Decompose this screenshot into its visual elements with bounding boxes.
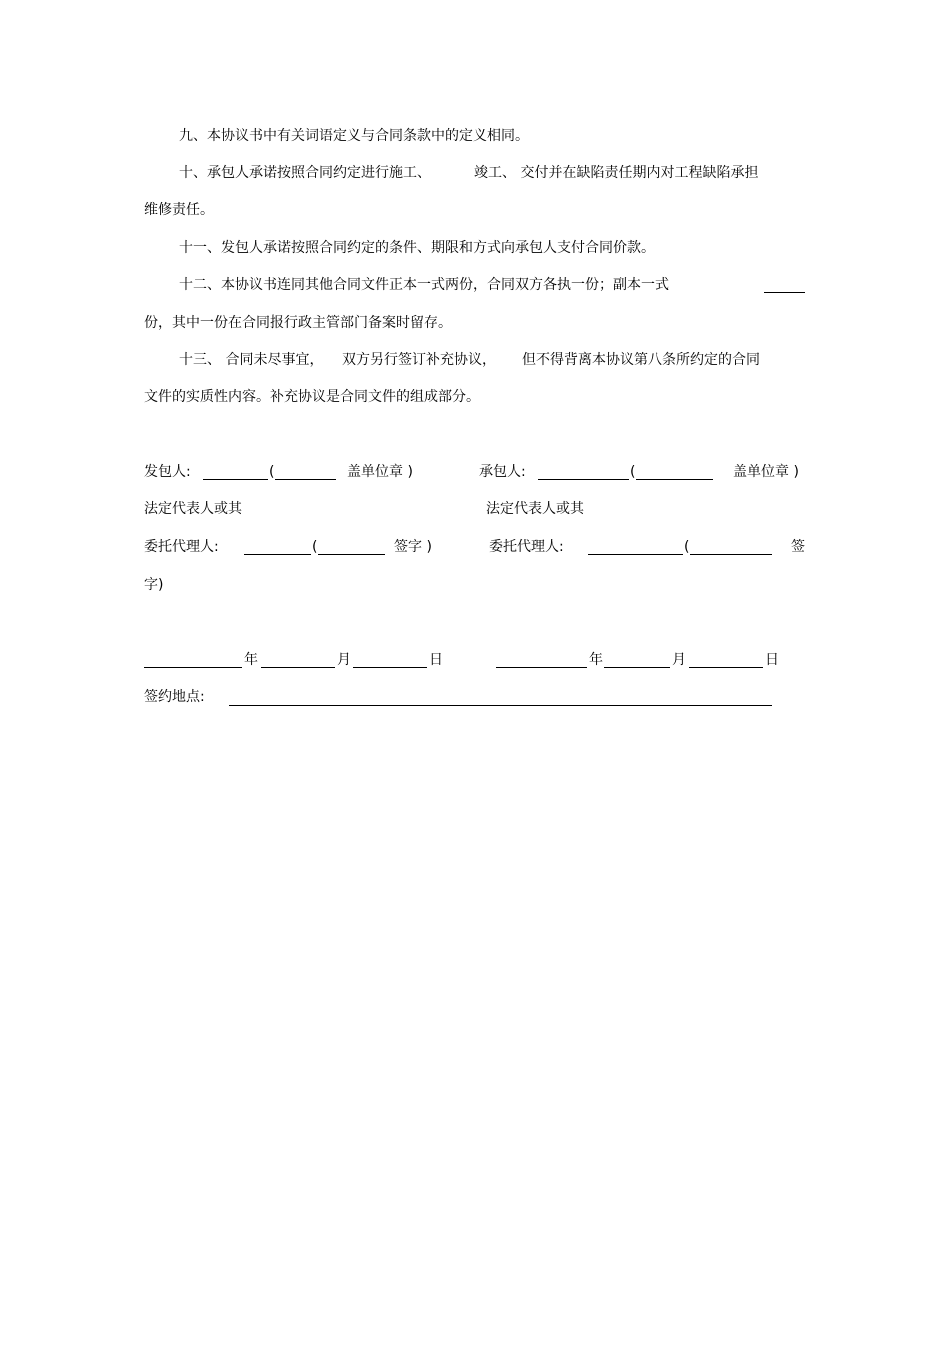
employer-sign-blank[interactable] (318, 554, 385, 555)
signing-place-blank[interactable] (229, 705, 772, 706)
contractor-label: 承包人: (479, 464, 526, 480)
clause-10-part-2: 竣工、 交付并在缺陷责任期内对工程缺陷承担 (474, 165, 759, 181)
contractor-legal-rep-label: 法定代表人或其 (486, 501, 584, 517)
contractor-day-label: 日 (765, 652, 779, 668)
contractor-seal-label: 盖单位章 ) (733, 464, 799, 480)
contractor-year-label: 年 (589, 652, 603, 668)
signing-place-label: 签约地点: (144, 689, 205, 705)
clause-12-part-1: 十二、本协议书连同其他合同文件正本一式两份，合同双方各执一份；副本一式 (179, 277, 669, 293)
employer-name-blank[interactable] (203, 479, 268, 480)
clause-10-part-3: 维修责任。 (144, 202, 214, 218)
contractor-year-blank[interactable] (496, 667, 587, 668)
employer-year-label: 年 (244, 652, 258, 668)
employer-agent-label: 委托代理人: (144, 539, 219, 555)
employer-agent-blank[interactable] (244, 554, 311, 555)
contractor-agent-label: 委托代理人: (489, 539, 564, 555)
clause-13-part-2: 双方另行签订补充协议， (342, 352, 496, 368)
employer-day-blank[interactable] (353, 667, 427, 668)
employer-day-label: 日 (429, 652, 443, 668)
employer-sign-label: 签字 ) (394, 539, 432, 555)
contractor-agent-blank[interactable] (588, 554, 683, 555)
employer-label: 发包人: (144, 464, 191, 480)
contractor-month-blank[interactable] (604, 667, 670, 668)
contractor-sign-label: 签 (791, 539, 805, 555)
clause-13-part-3: 但不得背离本协议第八条所约定的合同 (522, 352, 760, 368)
contractor-open-paren: ( (630, 464, 636, 480)
clause-12-part-2: 份，其中一份在合同报行政主管部门备案时留存。 (144, 315, 452, 331)
employer-month-label: 月 (337, 652, 351, 668)
contractor-sign-blank[interactable] (690, 554, 772, 555)
employer-agent-open-paren: ( (312, 539, 318, 555)
employer-month-blank[interactable] (261, 667, 335, 668)
employer-seal-blank[interactable] (275, 479, 336, 480)
clause-13-part-1: 十三、 合同未尽事宜， (179, 352, 324, 368)
clause-10-part-1: 十、承包人承诺按照合同约定进行施工、 (179, 165, 431, 181)
clause-13-part-4: 文件的实质性内容。补充协议是合同文件的组成部分。 (144, 389, 480, 405)
employer-legal-rep-label: 法定代表人或其 (144, 501, 242, 517)
clause-9: 九、本协议书中有关词语定义与合同条款中的定义相同。 (179, 128, 529, 144)
clause-11: 十一、发包人承诺按照合同约定的条件、期限和方式向承包人支付合同价款。 (179, 240, 655, 256)
copies-blank[interactable] (764, 292, 805, 293)
contractor-seal-blank[interactable] (636, 479, 713, 480)
employer-seal-label: 盖单位章 ) (347, 464, 413, 480)
contractor-sign-label-tail: 字) (144, 577, 164, 593)
contractor-name-blank[interactable] (538, 479, 629, 480)
contractor-day-blank[interactable] (689, 667, 763, 668)
contractor-month-label: 月 (672, 652, 686, 668)
employer-open-paren: ( (269, 464, 275, 480)
employer-year-blank[interactable] (144, 667, 242, 668)
contractor-agent-open-paren: ( (684, 539, 690, 555)
